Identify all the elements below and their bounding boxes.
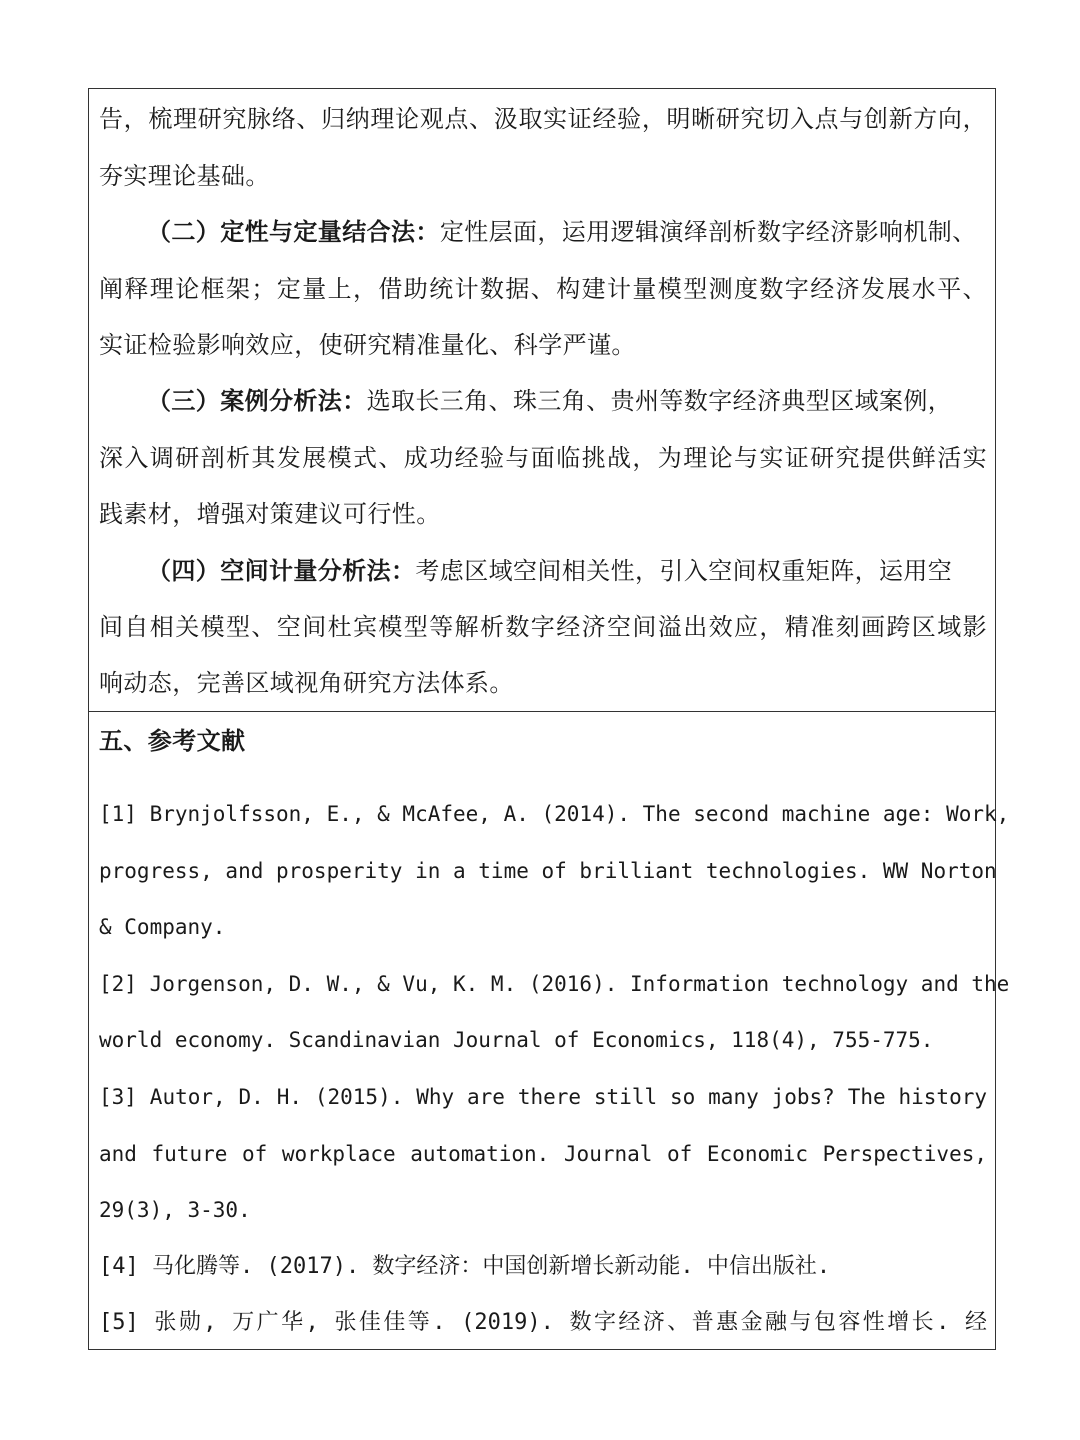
method4-first-line (147, 555, 987, 587)
reference-3-line-3: 29(3), 3-30. (99, 1198, 251, 1222)
method4-line-1: 考虑区域空间相关性，引入空间权重矩阵，运用空 (415, 557, 953, 585)
method2-line-1: 定性层面，运用逻辑演绎剖析数字经济影响机制、 (439, 218, 977, 246)
reference-2-line-1: [2] Jorgenson, D. W., & Vu, K. M. (2016). Information technology and the (99, 972, 1010, 996)
reference-2-line-2: world economy. Scandinavian Journal of Economics, 118(4), 755-775. (99, 1028, 934, 1052)
method3-first-line (147, 385, 987, 417)
references-cell (89, 712, 1010, 1349)
references-title: 五、参考文献 (99, 726, 246, 755)
reference-1-line-2: progress, and prosperity in a time of brilliant technologies. WW Norton (99, 859, 997, 883)
research-methods-cell (89, 89, 995, 712)
method2-line-3: 实证检验影响效应，使研究精准量化、科学严谨。 (99, 331, 636, 359)
method2-line-2: 阐释理论框架；定量上，借助统计数据、构建计量模型测度数字经济发展水平、 (99, 275, 987, 303)
reference-4-line-1: [4] 马化腾等. (2017). 数字经济：中国创新增长新动能. 中信出版社. (99, 1254, 831, 1279)
method2-heading: （二）定性与定量结合法： (147, 217, 440, 246)
reference-5-line-1: [5] 张勋, 万广华, 张佳佳等. (2019). 数字经济、普惠金融与包容性增长. 经 (99, 1310, 987, 1335)
method3-line-1: 选取长三角、珠三角、贵州等数字经济典型区域案例， (366, 387, 953, 415)
reference-1-line-1: [1] Brynjolfsson, E., & McAfee, A. (2014). The second machine age: Work, (99, 802, 1010, 826)
method4-heading: （四）空间计量分析法： (147, 556, 416, 585)
reference-3-line-2: and future of workplace automation. Journal of Economic Perspectives, (99, 1142, 987, 1166)
method4-line-3: 响动态，完善区域视角研究方法体系。 (99, 669, 514, 697)
method3-line-3: 践素材，增强对策建议可行性。 (99, 500, 441, 528)
document-table (88, 88, 1010, 1350)
reference-1-line-3: & Company. (99, 915, 226, 939)
method3-heading: （三）案例分析法： (147, 386, 367, 415)
methods-intro-line-1: 告，梳理研究脉络、归纳理论观点、汲取实证经验，明晰研究切入点与创新方向， (99, 105, 987, 133)
method4-line-2: 间自相关模型、空间杜宾模型等解析数字经济空间溢出效应，精准刻画跨区域影 (99, 613, 987, 641)
method2-first-line (147, 216, 987, 248)
reference-3-line-1: [3] Autor, D. H. (2015). Why are there still so many jobs? The history (99, 1085, 987, 1109)
method3-line-2: 深入调研剖析其发展模式、成功经验与面临挑战，为理论与实证研究提供鲜活实 (99, 444, 987, 472)
methods-intro-line-2: 夯实理论基础。 (99, 162, 270, 190)
